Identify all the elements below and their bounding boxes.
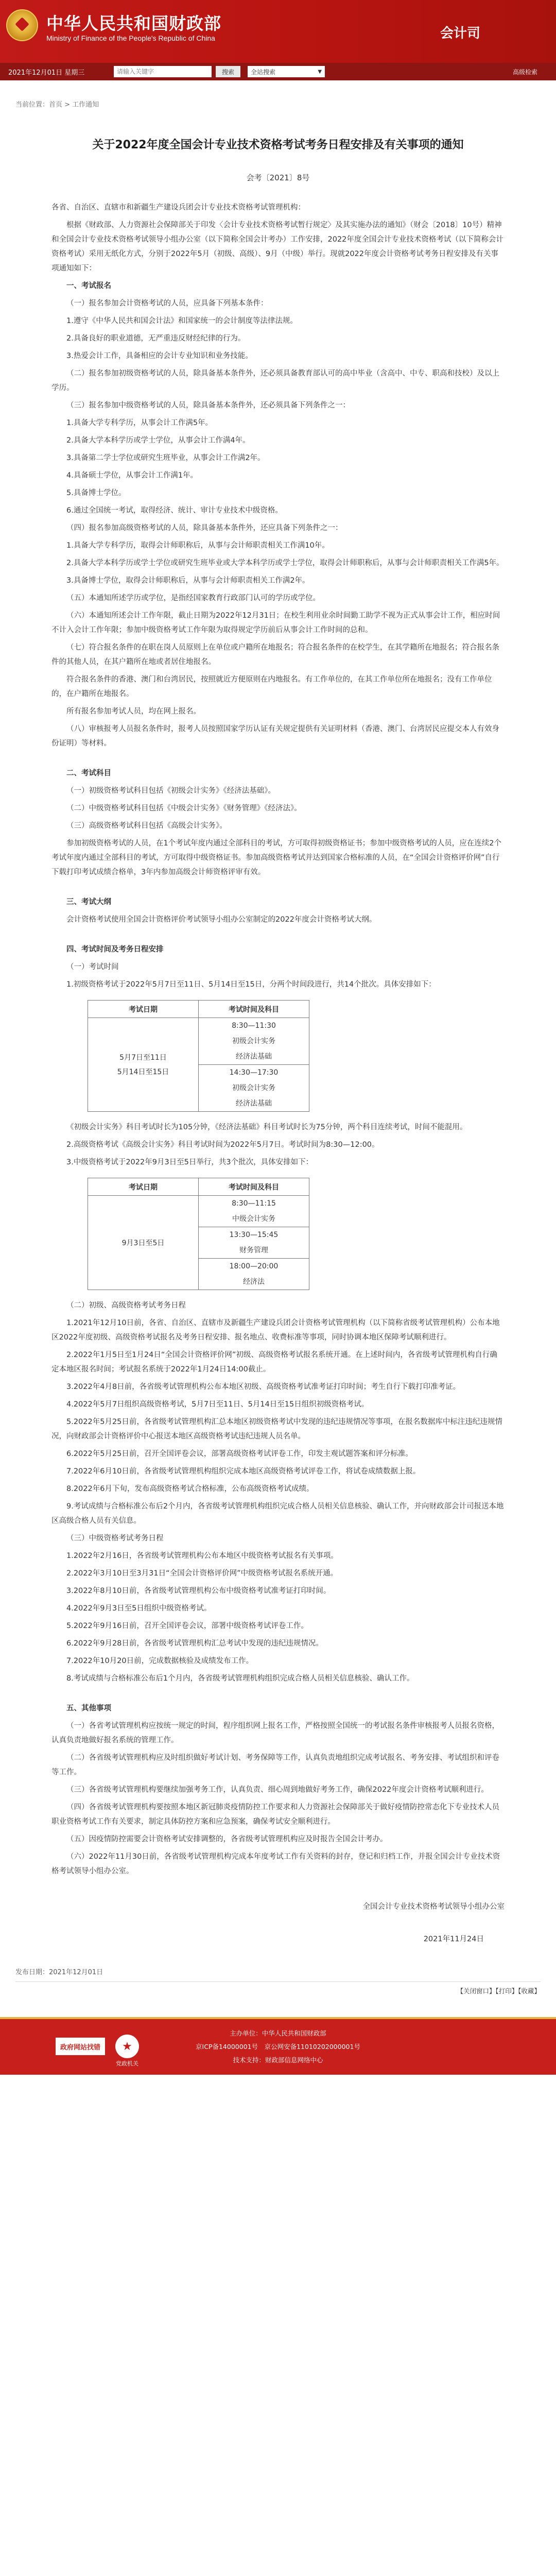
section-heading: 五、其他事项 [66, 1704, 111, 1713]
paragraph: （三）高级资格考试科目包括《高级会计实务》。 [66, 822, 227, 830]
paragraph: 3.具备第二学士学位或研究生班毕业，从事会计工作满2年。 [66, 454, 265, 462]
exam-subject: 初级会计实务 [232, 1084, 275, 1092]
table-cell [199, 1259, 309, 1290]
paragraph: 6.2022年9月28日前，各省级考试管理机构汇总考试中发现的违纪违规情况。 [66, 1639, 323, 1648]
paragraph: 会计资格考试使用全国会计资格评价考试领导小组办公室制定的2022年度会计资格考试大纲。 [66, 916, 377, 924]
paragraph: （一）报名参加会计资格考试的人员，应具备下列基本条件： [66, 299, 268, 308]
paragraph: 符合报名条件的香港、澳门和台湾居民，按照就近方便原则在内地报名。有工作单位的，在其工作单位所在地报名；没有工作单位的，在户籍所在地报名。 [51, 675, 492, 698]
paragraph: 《初级会计实务》科目考试时长为105分钟，《经济法基础》科目考试时长为75分钟，两个科目连续考试，时间不能混用。 [66, 1123, 467, 1131]
paragraph: （二）报名参加初级资格考试的人员，除具备基本条件外，还必须具备教育部认可的高中毕业（含高中、中专、职高和技校）及以上学历。 [51, 369, 499, 392]
search-input[interactable] [114, 66, 212, 77]
paragraph: 4.2022年9月3日至5日组织中级资格考试。 [66, 1604, 212, 1613]
breadcrumb[interactable]: 当前位置：首页 > 工作通知 [15, 101, 99, 109]
paragraph: （三）报名参加中级资格考试的人员，除具备基本条件外，还必须具备下列条件之一： [66, 401, 350, 410]
exam-time: 13:30—15:45 [229, 1231, 279, 1239]
paragraph: 3.具备博士学位，取得会计师职称后，从事与会计师职责相关工作满2年。 [66, 577, 310, 585]
paragraph: 8.考试成绩与合格标准公布后1个月内，各省级考试管理机构组织完成合格人员相关信息核验、确认工作。 [66, 1674, 414, 1683]
paragraph: 2.具备大学本科学历或学士学位，从事会计工作满4年。 [66, 436, 250, 445]
paragraph: 4.具备硕士学位，从事会计工作满1年。 [66, 471, 198, 480]
exam-time: 14:30—17:30 [229, 1069, 279, 1077]
exam-subject: 经济法 [243, 1278, 265, 1286]
signature-date: 2021年11月24日 [423, 1935, 484, 1943]
paragraph: （六）2022年11月30日前，各省级考试管理机构完成本年度考试工作有关资料的封存，登记和归档工作，并报全国会计专业技术资格考试领导小组办公室。 [51, 1853, 500, 1875]
section-heading: 三、考试大纲 [66, 898, 111, 906]
current-date: 2021年12月01日 星期三 [8, 69, 85, 77]
paragraph: 1.遵守《中华人民共和国会计法》和国家统一的会计制度等法律法规。 [66, 317, 298, 325]
exam-time: 8:30—11:15 [232, 1199, 276, 1208]
exam-subject: 经济法基础 [236, 1099, 272, 1108]
table-cell [199, 1018, 309, 1065]
paragraph: 3.2022年8月10日前，各省级考试管理机构公布中级资格考试准考证打印时间。 [66, 1587, 331, 1595]
site-header [0, 0, 556, 63]
exam-time: 18:00—20:00 [229, 1262, 279, 1270]
signature: 全国会计专业技术资格考试领导小组办公室 [362, 1903, 505, 1911]
initial-exam-schedule-table [88, 1000, 309, 1112]
paragraph: （三）中级资格考试考务日程 [66, 1534, 164, 1543]
find-error-badge[interactable]: 政府网站找错 [56, 2038, 105, 2055]
footer-icp[interactable]: 京ICP备14000001号 京公网安备11010202000001号 [196, 2043, 360, 2050]
exam-subject: 初级会计实务 [232, 1037, 275, 1045]
paragraph: （二）初级、高级资格考试考务日程 [66, 1301, 186, 1310]
paragraph: 6.2022年5月25日前，召开全国评卷会议，部署高级资格考试评卷工作，印发主观试题答案和评分标准。 [66, 1450, 413, 1458]
paragraph: 3.2022年4月8日前，各省级考试管理机构公布本地区初级、高级资格考试准考证打印时间；考生自行下载打印准考证。 [66, 1383, 461, 1391]
paragraph: 2.2022年3月10日至3月31日“全国会计资格评价网”中级资格考试报名系统开通。 [66, 1569, 338, 1578]
paragraph: （一）各省考试管理机构应按统一规定的时间，程序组织网上报名工作，严格按照全国统一的考试报名条件审核报考人员报名资格，认真负责地做好报名系统的管理工作。 [51, 1722, 499, 1744]
table-header: 考试时间及科目 [199, 1178, 309, 1196]
paragraph: 1.具备大学专科学历，从事会计工作满5年。 [66, 419, 213, 427]
party-gov-icon[interactable]: ★ [115, 2035, 139, 2058]
table-header: 考试日期 [88, 1178, 199, 1196]
paragraph: 9.考试成绩与合格标准公布后2个月内，各省级考试管理机构组织完成合格人员相关信息核验、确认工作，并向财政部会计司报送本地区高级合格人员有关信息。 [51, 1502, 504, 1525]
paragraph: （八）审核报考人员报名条件时，报考人员按照国家学历认证有关规定提供有关证明材料（香港、澳门、台湾居民应提交本人有效身份证明）等材料。 [51, 725, 499, 748]
article [51, 136, 505, 1944]
national-emblem-icon[interactable] [6, 9, 38, 41]
paragraph: （一）初级资格考试科目包括《初级会计实务》《经济法基础》。 [66, 787, 275, 795]
exam-time: 8:30—11:30 [232, 1022, 276, 1030]
table-cell [199, 1065, 309, 1112]
table-cell [199, 1227, 309, 1259]
paragraph: 5.2022年9月16日前，召开全国评卷会议，部署中级资格考试评卷工作。 [66, 1622, 308, 1630]
paragraph: 1.初级资格考试于2022年5月7日至11日、5月14日至15日，分两个时间段进行，共14个批次。具体安排如下： [66, 980, 436, 989]
paragraph: 2.高级资格考试《高级会计实务》科目考试时间为2022年5月7日。考试时间为8:30—12:00。 [66, 1141, 379, 1149]
table-cell-date: 9月3日至5日 [88, 1196, 199, 1290]
paragraph: （二）各省级考试管理机构应及时组织做好考试计划、考务保障等工作，认真负责地组织完成考试报名、考务安排、考试组织和评卷等工作。 [51, 1754, 499, 1776]
paragraph: 3.热爱会计工作，具备相应的会计专业知识和业务技能。 [66, 352, 253, 360]
party-gov-label: 党政机关 [116, 2060, 138, 2067]
paragraph: （三）各省级考试管理机构要继续加强考务工作，认真负责、细心周到地做好考务工作，确保2022年度会计资格考试顺利进行。 [66, 1786, 489, 1794]
paragraph: 所有报名参加考试人员，均在网上报名。 [66, 707, 201, 716]
paragraph: （七）符合报名条件的在职在岗人员原则上在单位或户籍所在地报名；符合报名条件的在校学生，在其学籍所在地报名；符合报名条件的其他人员，在其户籍所在地或者居住地报名。 [51, 643, 499, 666]
footer-support: 技术支持：财政部信息网络中心 [233, 2056, 323, 2064]
exam-subject: 中级会计实务 [232, 1215, 275, 1223]
advanced-search-link[interactable]: 高级检索 [512, 68, 537, 76]
footer-sponsor: 主办单位：中华人民共和国财政部 [230, 2029, 326, 2037]
table-header: 考试日期 [88, 1001, 199, 1018]
paragraph: 5.2022年5月25日前，各省级考试管理机构汇总本地区初级资格考试中发现的违纪违规情况等事项，在报名数据库中标注违纪违规情况，向财政部会计资格评价中心报送本地区高级资格考试违纪违规人员名单。 [51, 1418, 502, 1440]
paragraph: 2.2022年1月5日至1月24日“全国会计资格评价网”初级、高级资格考试报名系统开通。在上述时间内，各省级考试管理机构自行确定本地区报名时间；考试报名系统于2022年1月24日14:00截止。 [51, 1351, 497, 1374]
document-number: 会考〔2021〕8号 [246, 173, 310, 182]
table-cell-date: 5月7日至11日 5月14日至15日 [88, 1018, 199, 1112]
paragraph: 8.2022年6月下旬，发布高级资格考试合格标准，公布高级资格考试成绩。 [66, 1485, 314, 1493]
site-title-en: Ministry of Finance of the People's Republic of China [46, 34, 215, 42]
exam-subject: 经济法基础 [236, 1053, 272, 1061]
section-heading: 二、考试科目 [66, 769, 111, 777]
site-title-cn[interactable]: 中华人民共和国财政部 [46, 13, 221, 33]
exam-subject: 财务管理 [239, 1246, 268, 1255]
paragraph: （四）报名参加高级资格考试的人员，除具备基本条件外，还应具备下列条件之一： [66, 524, 343, 532]
search-scope-label: 全站搜索 [251, 68, 276, 76]
paragraph: （六）本通知所述会计工作年限，截止日期为2022年12月31日；在校生利用业余时间勤工助学不视为正式从事会计工作，相应时间不计入会计工作年限；参加中级资格考试工作年限为取得规定学历前后从事会计工作时间的总和。 [51, 612, 500, 634]
paragraph: （五）因疫情防控需要会计资格考试安排调整的，各省级考试管理机构应及时报告全国会计考办。 [66, 1835, 388, 1843]
paragraph: 3.中级资格考试于2022年9月3日至5日举行，共3个批次，具体安排如下： [66, 1158, 314, 1166]
intro-paragraph: 根据《财政部、人力资源社会保障部关于印发〈会计专业技术资格考试暂行规定〉及其实施办法的通知》（财会〔2018〕10号）精神和全国会计专业技术资格考试领导小组办公室（以下简称全国会计考办）工作安排，2022年度全国会计专业技术资格考试（以下简称会计资格考试）采用无纸化方式，分别于2022年5月（初级、高级）、9月（中级）举行。现就2022年度会计资格考试考务日程安排及有关事项通知如下： [51, 221, 503, 273]
paragraph: 参加初级资格考试的人员，在1个考试年度内通过全部科目的考试，方可取得初级资格证书；参加中级资格考试的人员，应在连续2个考试年度内通过全部科目的考试，方可取得中级资格证书。参加高级资格考试并达到国家合格标准的人员，在“全国会计资格评价网”自行下载打印考试成绩合格单，3年内参加高级会计师资格评审有效。 [51, 839, 501, 876]
paragraph: 1.具备大学专科学历，取得会计师职称后，从事与会计师职责相关工作满10年。 [66, 541, 329, 550]
paragraph: 2.具备良好的职业道德，无严重违反财经纪律的行为。 [66, 334, 246, 343]
chevron-down-icon: ▼ [318, 69, 322, 75]
table-header: 考试时间及科目 [199, 1001, 309, 1018]
paragraph: （五）本通知所述学历或学位，是指经国家教育行政部门认可的学历或学位。 [66, 594, 320, 602]
paragraph: 6.通过全国统一考试，取得经济、统计、审计专业技术中级资格。 [66, 506, 283, 515]
paragraph: 1.2021年12月10日前，各省、自治区、直辖市及新疆生产建设兵团会计资格考试管理机构（以下简称省级考试管理机构）公布本地区2022年度初级、高级资格考试报名及考务日程安排、报名地点、收费标准等事项，同时协调本地区保障考试顺利进行。 [51, 1319, 500, 1342]
section-heading: 一、考试报名 [66, 282, 111, 290]
paragraph: （一）考试时间 [66, 963, 119, 971]
article-title: 关于2022年度全国会计专业技术资格考试考务日程安排及有关事项的通知 [92, 139, 464, 151]
publish-date: 发布日期：2021年12月01日 [15, 1967, 541, 1982]
salutation: 各省、自治区、直辖市和新疆生产建设兵团会计专业技术资格考试管理机构： [51, 204, 305, 212]
table-cell [199, 1196, 309, 1227]
section-name[interactable]: 会计司 [440, 26, 481, 41]
paragraph: 4.2022年5月7日组织高级资格考试，5月7日至11日、5月14日至15日组织初级资格考试。 [66, 1400, 369, 1409]
paragraph: 7.2022年10月20日前，完成数据核验及成绩发布工作。 [66, 1657, 254, 1665]
paragraph: （二）中级资格考试科目包括《中级会计实务》《财务管理》《经济法》。 [66, 804, 302, 812]
paragraph: 2.具备大学本科学历或学士学位或研究生班毕业或大学本科学历或学士学位，取得会计师职称后，从事与会计师职责相关工作满5年。 [66, 559, 504, 567]
paragraph: 7.2022年6月10日前，各省级考试管理机构组织完成本地区高级资格考试评卷工作，将试卷成绩数据上报。 [66, 1467, 421, 1476]
paragraph: 1.2022年2月16日，各省级考试管理机构公布本地区中级资格考试报名有关事项。 [66, 1552, 338, 1560]
search-scope-select[interactable] [248, 66, 325, 77]
section-heading: 四、考试时间及考务日程安排 [66, 945, 164, 954]
site-footer [0, 2017, 556, 2075]
intermediate-exam-schedule-table [88, 1178, 309, 1290]
search-button[interactable]: 搜索 [216, 66, 240, 77]
paragraph: （四）各省级考试管理机构要按照本地区新冠肺炎疫情防控工作要求和人力资源社会保障部关于做好疫情防控常态化下专业技术人员职业资格考试工作有关要求，制定具体防控方案和应急预案，确保考试安全顺利进行。 [51, 1803, 499, 1826]
page-tools-links[interactable]: 【关闭窗口】【打印】【收藏】 [457, 1987, 541, 1995]
paragraph: 5.具备博士学位。 [66, 489, 126, 497]
nav-bar [0, 63, 556, 80]
